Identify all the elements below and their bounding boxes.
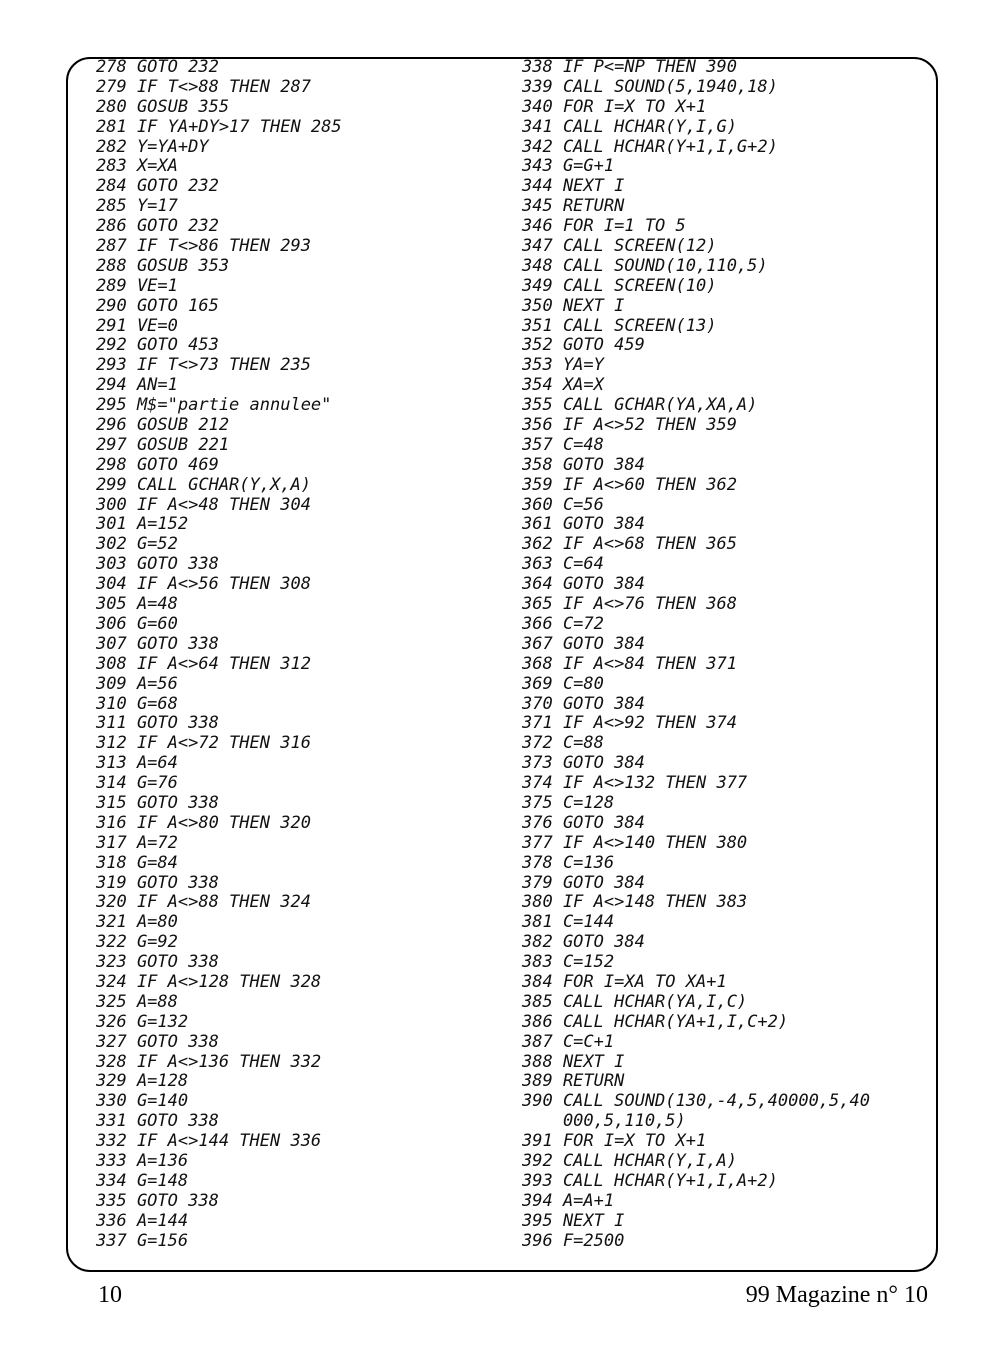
code-line: 326 G=132: [96, 1011, 189, 1032]
code-line: 388 NEXT I: [522, 1051, 625, 1072]
code-line: 338 IF P<=NP THEN 390: [522, 57, 737, 77]
code-line: 343 G=G+1: [522, 156, 615, 177]
code-line: 301 A=152: [96, 514, 189, 535]
code-line: 320 IF A<>88 THEN 324: [96, 892, 311, 913]
code-line: 378 C=136: [522, 852, 615, 873]
code-line: 373 GOTO 384: [522, 753, 645, 774]
code-line: 362 IF A<>68 THEN 365: [522, 534, 737, 555]
code-line: 342 CALL HCHAR(Y+1,I,G+2): [522, 136, 778, 157]
code-line: 295 M$="partie annulee": [96, 395, 332, 416]
code-line: 358 GOTO 384: [522, 454, 645, 475]
code-line: 317 A=72: [96, 832, 178, 853]
code-line: 289 VE=1: [96, 275, 178, 296]
code-line: 323 GOTO 338: [96, 952, 219, 973]
code-line: 347 CALL SCREEN(12): [522, 236, 717, 257]
code-line: 329 A=128: [96, 1071, 189, 1092]
code-line: 395 NEXT I: [522, 1210, 625, 1231]
code-line: 387 C=C+1: [522, 1031, 615, 1052]
code-line: 308 IF A<>64 THEN 312: [96, 653, 311, 674]
code-line: 307 GOTO 338: [96, 633, 219, 654]
code-line: 293 IF T<>73 THEN 235: [96, 355, 311, 376]
code-line: 379 GOTO 384: [522, 872, 645, 893]
code-line: 376 GOTO 384: [522, 812, 645, 833]
code-line: 334 G=148: [96, 1170, 189, 1191]
page-number: 10: [98, 1282, 122, 1308]
code-line: 286 GOTO 232: [96, 216, 219, 237]
code-line: 278 GOTO 232: [96, 57, 219, 77]
code-line: 336 A=144: [96, 1210, 189, 1231]
code-line: 353 YA=Y: [522, 355, 604, 376]
code-line: 352 GOTO 459: [522, 335, 645, 356]
code-line: 377 IF A<>140 THEN 380: [522, 832, 748, 853]
code-line: 319 GOTO 338: [96, 872, 219, 893]
code-line: 381 C=144: [522, 912, 615, 933]
code-line: 383 C=152: [522, 952, 615, 973]
code-line: 300 IF A<>48 THEN 304: [96, 494, 311, 515]
code-line: 279 IF T<>88 THEN 287: [96, 76, 311, 97]
code-line: 335 GOTO 338: [96, 1190, 219, 1211]
code-line: 382 GOTO 384: [522, 932, 645, 953]
listing-right-column: [522, 58, 870, 1251]
code-line: 305 A=48: [96, 594, 178, 615]
code-line: 349 CALL SCREEN(10): [522, 275, 717, 296]
code-line: 314 G=76: [96, 773, 178, 794]
code-line: 371 IF A<>92 THEN 374: [522, 713, 737, 734]
code-line: 284 GOTO 232: [96, 176, 219, 197]
code-line: 374 IF A<>132 THEN 377: [522, 773, 748, 794]
code-line: 393 CALL HCHAR(Y+1,I,A+2): [522, 1170, 778, 1191]
code-line: 396 F=2500: [522, 1230, 625, 1251]
code-line: 285 Y=17: [96, 196, 178, 217]
code-line: 303 GOTO 338: [96, 554, 219, 575]
code-line: 392 CALL HCHAR(Y,I,A): [522, 1150, 737, 1171]
code-line: 299 CALL GCHAR(Y,X,A): [96, 474, 311, 495]
code-line: 333 A=136: [96, 1150, 189, 1171]
code-line: 346 FOR I=1 TO 5: [522, 216, 686, 237]
code-line: 380 IF A<>148 THEN 383: [522, 892, 748, 913]
code-line: 365 IF A<>76 THEN 368: [522, 594, 737, 615]
code-line: 384 FOR I=XA TO XA+1: [522, 971, 727, 992]
code-line: 331 GOTO 338: [96, 1111, 219, 1132]
code-line: 339 CALL SOUND(5,1940,18): [522, 76, 778, 97]
code-line: 325 A=88: [96, 991, 178, 1012]
code-line: 288 GOSUB 353: [96, 255, 230, 276]
code-line: 306 G=60: [96, 613, 178, 634]
code-line: 282 Y=YA+DY: [96, 136, 209, 157]
code-line: 366 C=72: [522, 613, 604, 634]
code-line: 313 A=64: [96, 753, 178, 774]
code-line: 375 C=128: [522, 792, 615, 813]
code-line: 322 G=92: [96, 932, 178, 953]
code-line: 290 GOTO 165: [96, 295, 219, 316]
code-line: 341 CALL HCHAR(Y,I,G): [522, 116, 737, 137]
code-line: 350 NEXT I: [522, 295, 625, 316]
code-line: 355 CALL GCHAR(YA,XA,A): [522, 395, 758, 416]
code-line: 351 CALL SCREEN(13): [522, 315, 717, 336]
code-line: 328 IF A<>136 THEN 332: [96, 1051, 322, 1072]
code-line: 390 CALL SOUND(130,-4,5,40000,5,40: [522, 1091, 870, 1112]
code-line: 385 CALL HCHAR(YA,I,C): [522, 991, 748, 1012]
code-line: 298 GOTO 469: [96, 454, 219, 475]
code-line: 311 GOTO 338: [96, 713, 219, 734]
code-line: 316 IF A<>80 THEN 320: [96, 812, 311, 833]
code-line: 369 C=80: [522, 673, 604, 694]
code-line: 364 GOTO 384: [522, 574, 645, 595]
code-line: 372 C=88: [522, 733, 604, 754]
code-line: 357 C=48: [522, 434, 604, 455]
code-line: 297 GOSUB 221: [96, 434, 230, 455]
code-line: 291 VE=0: [96, 315, 178, 336]
listing-left-column: [96, 58, 342, 1251]
code-line: 348 CALL SOUND(10,110,5): [522, 255, 768, 276]
code-line: 327 GOTO 338: [96, 1031, 219, 1052]
code-line: 354 XA=X: [522, 375, 604, 396]
code-line: 294 AN=1: [96, 375, 178, 396]
code-line: 356 IF A<>52 THEN 359: [522, 415, 737, 436]
magazine-title: 99 Magazine n° 10: [745, 1282, 928, 1308]
code-line: 287 IF T<>86 THEN 293: [96, 236, 311, 257]
code-line: 363 C=64: [522, 554, 604, 575]
code-line: 292 GOTO 453: [96, 335, 219, 356]
code-line: 340 FOR I=X TO X+1: [522, 96, 707, 117]
code-line: 304 IF A<>56 THEN 308: [96, 574, 311, 595]
code-line: 312 IF A<>72 THEN 316: [96, 733, 311, 754]
code-line: 330 G=140: [96, 1091, 189, 1112]
code-line: 332 IF A<>144 THEN 336: [96, 1131, 322, 1152]
code-line: 315 GOTO 338: [96, 792, 219, 813]
code-line: 360 C=56: [522, 494, 604, 515]
code-line: 344 NEXT I: [522, 176, 625, 197]
code-line: 296 GOSUB 212: [96, 415, 230, 436]
code-line: 280 GOSUB 355: [96, 96, 230, 117]
code-line: 370 GOTO 384: [522, 693, 645, 714]
code-line: 345 RETURN: [522, 196, 625, 217]
code-line: 324 IF A<>128 THEN 328: [96, 971, 322, 992]
code-line: 386 CALL HCHAR(YA+1,I,C+2): [522, 1011, 789, 1032]
code-line: 318 G=84: [96, 852, 178, 873]
code-line: 359 IF A<>60 THEN 362: [522, 474, 737, 495]
code-line: 310 G=68: [96, 693, 178, 714]
code-line: 394 A=A+1: [522, 1190, 615, 1211]
code-line: 309 A=56: [96, 673, 178, 694]
code-line: 321 A=80: [96, 912, 178, 933]
code-line: 281 IF YA+DY>17 THEN 285: [96, 116, 342, 137]
code-line: 283 X=XA: [96, 156, 178, 177]
code-line: 389 RETURN: [522, 1071, 625, 1092]
code-line: 302 G=52: [96, 534, 178, 555]
code-line: 361 GOTO 384: [522, 514, 645, 535]
code-line: 337 G=156: [96, 1230, 189, 1251]
code-line: 368 IF A<>84 THEN 371: [522, 653, 737, 674]
code-line: 000,5,110,5): [522, 1111, 686, 1132]
code-line: 391 FOR I=X TO X+1: [522, 1131, 707, 1152]
code-line: 367 GOTO 384: [522, 633, 645, 654]
